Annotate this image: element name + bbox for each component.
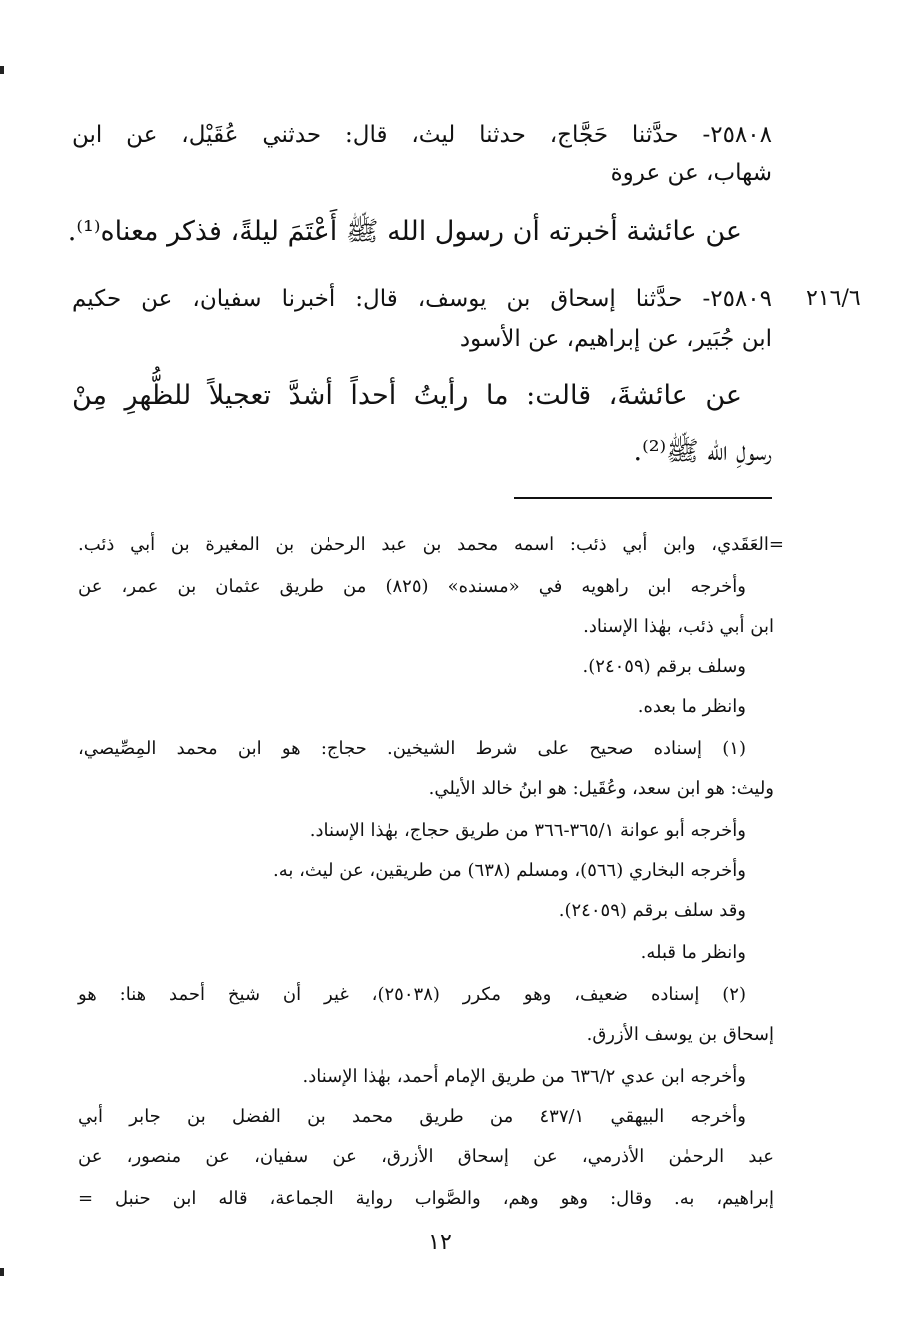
hadith-2-isnad-line-1: ٢٥٨٠٩- حدَّثنا إسحاق بن يوسف، قال: أخبرنا سفيان، عن حكيم [72,286,772,312]
footnote-line: وانظر ما قبله. [640,942,746,963]
hadith-1-matn: عن عائشة أخبرته أن رسول الله ﷺ أَعْتَمَ ليلةً، فذكر معناه⁽¹⁾. [67,216,742,247]
footnote-line: (١) إسناده صحيح على شرط الشيخين. حجاج: هو ابن محمد المِصِّيصي، [78,738,746,759]
hadith-1-isnad-line-2: شهاب، عن عروة [610,160,772,186]
footnote-line: =العَقَدي، وابن أبي ذئب: اسمه محمد بن عبد الرحمٰن بن المغيرة بن أبي ذئب. [78,534,784,555]
hadith-2-matn-line-1: عن عائشةَ، قالت: ما رأيتُ أحداً أشدَّ تعجيلاً للظُّهرِ مِنْ [72,380,742,411]
footnote-line: وأخرجه ابن راهويه في «مسنده» (٨٢٥) من طريق عثمان بن عمر، عن [78,576,746,597]
footnote-line: وأخرجه ابن عدي ٦٣٦/٢ من طريق الإمام أحمد، بهٰذا الإسناد. [302,1066,746,1087]
hadith-2-matn-line-2: رسولِ الله ﷺ⁽²⁾. [633,436,772,467]
scan-edge-mark-top [0,66,4,74]
footnote-line: وليث: هو ابن سعد، وعُقَيل: هو ابنُ خالد الأيلي. [428,778,774,799]
footnote-line: (٢) إسناده ضعيف، وهو مكرر (٢٥٠٣٨)، غير أن شيخ أحمد هنا: هو [78,984,746,1005]
footnote-separator-rule [514,497,772,499]
footnote-line: وقد سلف برقم (٢٤٠٥٩). [558,900,746,921]
hadith-1-isnad-line-1: ٢٥٨٠٨- حدَّثنا حَجَّاج، حدثنا ليث، قال: حدثني عُقَيْل، عن ابن [72,122,772,148]
footnote-line: وأخرجه أبو عوانة ٣٦٥/١-٣٦٦ من طريق حجاج، بهٰذا الإسناد. [309,820,746,841]
footnote-line: وانظر ما بعده. [637,696,746,717]
scan-edge-mark-bottom [0,1268,4,1276]
volume-page-reference: ٢١٦/٦ [806,286,861,311]
footnote-line: إسحاق بن يوسف الأزرق. [586,1024,774,1045]
footnote-line: وأخرجه البيهقي ٤٣٧/١ من طريق محمد بن الفضل بن جابر أبي [78,1106,746,1127]
footnote-line: وأخرجه البخاري (٥٦٦)، ومسلم (٦٣٨) من طريقين، عن ليث، به. [273,860,746,881]
hadith-2-isnad-line-2: ابن جُبَير، عن إبراهيم، عن الأسود [459,326,772,352]
footnote-line: إبراهيم، به. وقال: وهو وهم، والصَّواب رواية الجماعة، قاله ابن حنبل = [78,1188,774,1209]
footnote-line: وسلف برقم (٢٤٠٥٩). [582,656,746,677]
page-number: ١٢ [428,1230,452,1255]
footnote-line: عبد الرحمٰن الأذرمي، عن إسحاق الأزرق، عن سفيان، عن منصور، عن [78,1146,774,1167]
footnote-line: ابن أبي ذئب، بهٰذا الإسناد. [583,616,774,637]
